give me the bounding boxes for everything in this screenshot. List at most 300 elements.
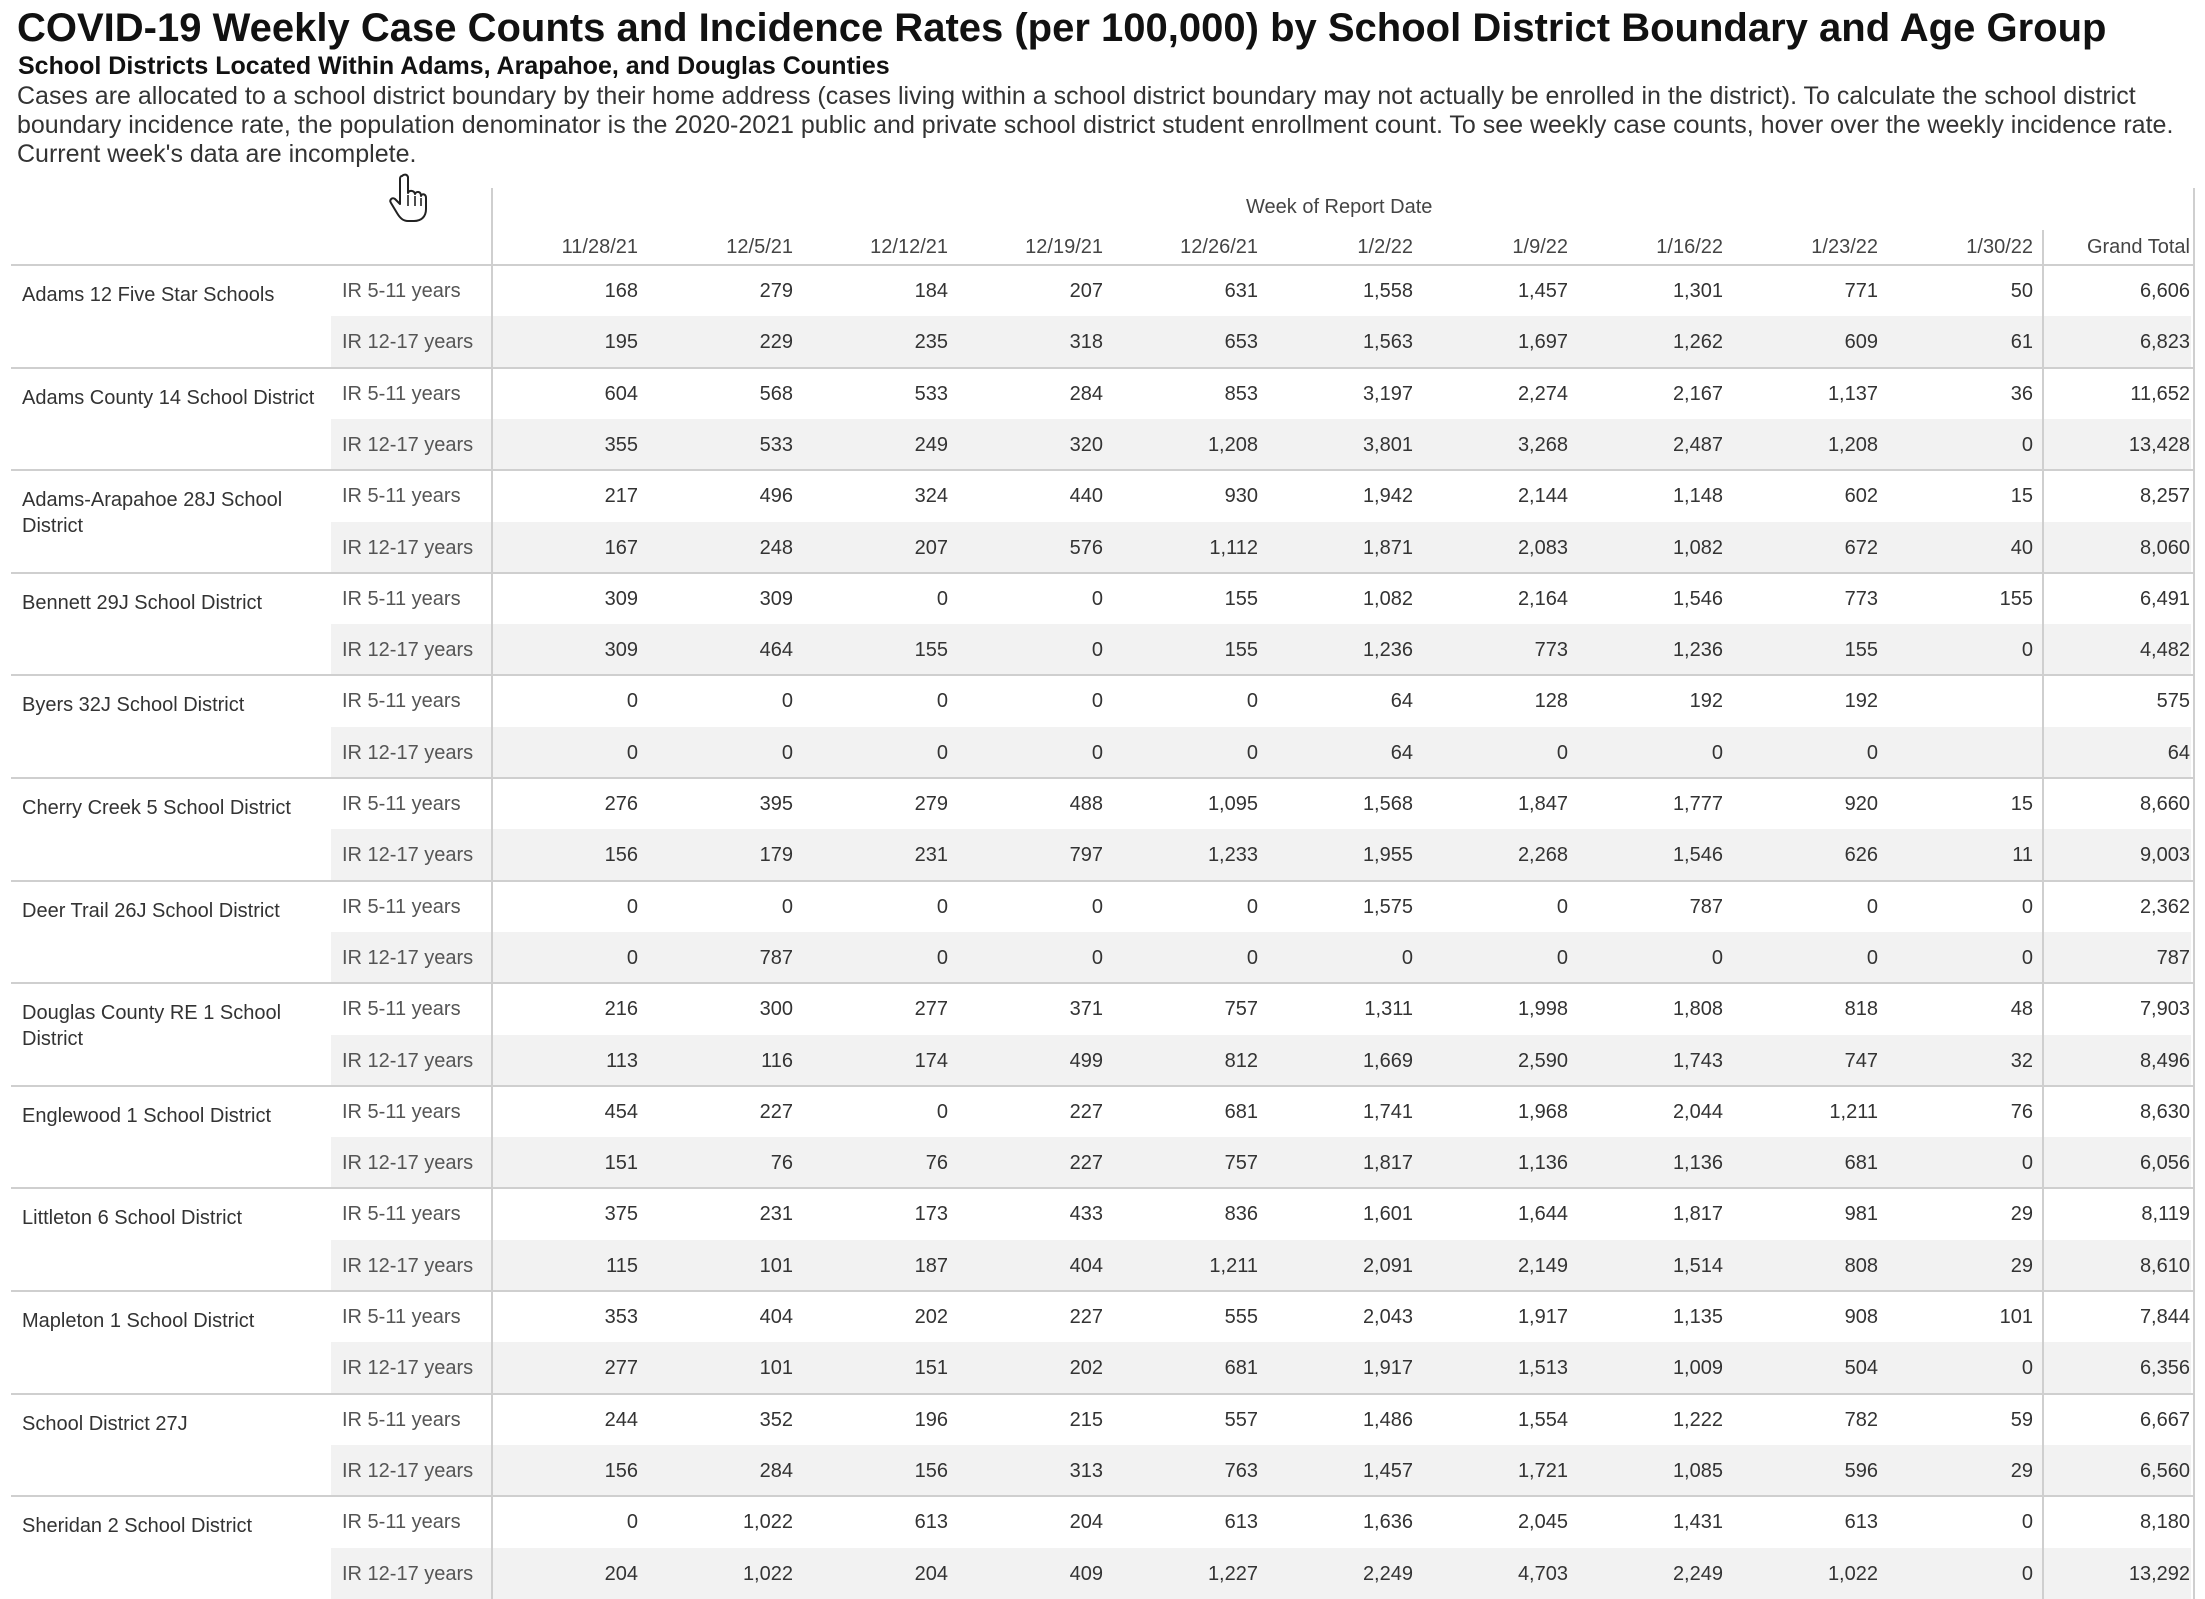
- incidence-rate-cell[interactable]: 167: [604, 536, 638, 559]
- incidence-rate-cell[interactable]: 812: [1224, 1049, 1258, 1072]
- incidence-rate-cell[interactable]: 1,817: [1362, 1152, 1413, 1175]
- incidence-rate-cell[interactable]: 227: [759, 1100, 793, 1123]
- incidence-rate-cell[interactable]: 1,955: [1362, 844, 1413, 867]
- incidence-rate-cell[interactable]: 0: [1866, 946, 1878, 969]
- incidence-rate-cell[interactable]: 184: [914, 280, 948, 302]
- incidence-rate-cell[interactable]: 235: [914, 331, 948, 354]
- incidence-rate-cell[interactable]: 187: [914, 1254, 948, 1277]
- incidence-rate-cell[interactable]: 64: [1390, 741, 1413, 764]
- incidence-rate-cell[interactable]: 1,457: [1362, 1459, 1413, 1482]
- incidence-rate-cell[interactable]: 818: [1844, 998, 1878, 1021]
- incidence-rate-cell[interactable]: 115: [606, 1254, 638, 1277]
- incidence-rate-cell[interactable]: 244: [604, 1408, 638, 1431]
- incidence-rate-cell[interactable]: 2,249: [1362, 1562, 1413, 1585]
- incidence-rate-cell[interactable]: 771: [1844, 280, 1878, 302]
- incidence-rate-cell[interactable]: 568: [759, 382, 793, 405]
- incidence-rate-cell[interactable]: 227: [1069, 1152, 1103, 1175]
- incidence-rate-cell[interactable]: 808: [1844, 1254, 1878, 1277]
- incidence-rate-cell[interactable]: 2,044: [1672, 1100, 1723, 1123]
- incidence-rate-cell[interactable]: 174: [914, 1049, 948, 1072]
- incidence-rate-cell[interactable]: 1,457: [1517, 280, 1568, 302]
- incidence-rate-cell[interactable]: 227: [1069, 1100, 1103, 1123]
- grand-total-cell[interactable]: 13,428: [2128, 433, 2190, 456]
- incidence-rate-cell[interactable]: 1,022: [742, 1511, 793, 1534]
- incidence-rate-cell[interactable]: 0: [781, 690, 793, 713]
- incidence-rate-cell[interactable]: 613: [1224, 1511, 1258, 1534]
- incidence-rate-cell[interactable]: 0: [1866, 741, 1878, 764]
- incidence-rate-cell[interactable]: 1,917: [1362, 1357, 1413, 1380]
- grand-total-cell[interactable]: 2,362: [2139, 895, 2190, 918]
- incidence-rate-cell[interactable]: 797: [1069, 844, 1103, 867]
- incidence-rate-cell[interactable]: 853: [1224, 382, 1258, 405]
- incidence-rate-cell[interactable]: 101: [759, 1254, 793, 1277]
- incidence-rate-cell[interactable]: 151: [604, 1152, 638, 1175]
- incidence-rate-cell[interactable]: 672: [1844, 536, 1878, 559]
- incidence-rate-cell[interactable]: 0: [1091, 895, 1103, 918]
- grand-total-cell[interactable]: 8,119: [2141, 1203, 2190, 1226]
- incidence-rate-cell[interactable]: 0: [1246, 946, 1258, 969]
- incidence-rate-cell[interactable]: 1,669: [1362, 1049, 1413, 1072]
- incidence-rate-cell[interactable]: 1,082: [1672, 536, 1723, 559]
- incidence-rate-cell[interactable]: 613: [914, 1511, 948, 1534]
- incidence-rate-cell[interactable]: 155: [1844, 639, 1878, 662]
- incidence-rate-cell[interactable]: 196: [914, 1408, 948, 1431]
- incidence-rate-cell[interactable]: 113: [606, 1049, 638, 1072]
- incidence-rate-cell[interactable]: 1,777: [1672, 793, 1723, 815]
- incidence-rate-cell[interactable]: 2,043: [1362, 1306, 1413, 1328]
- incidence-rate-cell[interactable]: 1,208: [1827, 433, 1878, 456]
- incidence-rate-cell[interactable]: 151: [914, 1357, 948, 1380]
- week-column-header[interactable]: 12/5/21: [726, 236, 793, 258]
- incidence-rate-cell[interactable]: 1,082: [1362, 587, 1413, 610]
- grand-total-cell[interactable]: 6,491: [2139, 587, 2190, 610]
- grand-total-cell[interactable]: 8,257: [2139, 485, 2190, 508]
- incidence-rate-cell[interactable]: 207: [1069, 280, 1103, 302]
- incidence-rate-cell[interactable]: 0: [936, 587, 948, 610]
- incidence-rate-cell[interactable]: 1,301: [1672, 280, 1723, 302]
- incidence-rate-cell[interactable]: 1,233: [1207, 844, 1258, 867]
- incidence-rate-cell[interactable]: 0: [1556, 741, 1568, 764]
- incidence-rate-cell[interactable]: 156: [604, 1459, 638, 1482]
- incidence-rate-cell[interactable]: 2,268: [1517, 844, 1568, 867]
- incidence-rate-cell[interactable]: 433: [1069, 1203, 1103, 1226]
- incidence-rate-cell[interactable]: 313: [1069, 1459, 1103, 1482]
- incidence-rate-cell[interactable]: 604: [604, 382, 638, 405]
- incidence-rate-cell[interactable]: 279: [914, 793, 948, 815]
- incidence-rate-cell[interactable]: 787: [1689, 895, 1723, 918]
- incidence-rate-cell[interactable]: 1,558: [1362, 280, 1413, 302]
- incidence-rate-cell[interactable]: 101: [759, 1357, 793, 1380]
- incidence-rate-cell[interactable]: 1,311: [1364, 998, 1413, 1021]
- incidence-rate-cell[interactable]: 464: [759, 639, 793, 662]
- incidence-rate-cell[interactable]: 409: [1069, 1562, 1103, 1585]
- incidence-rate-cell[interactable]: 195: [604, 331, 638, 354]
- incidence-rate-cell[interactable]: 557: [1224, 1408, 1258, 1431]
- incidence-rate-cell[interactable]: 155: [1999, 587, 2033, 610]
- incidence-rate-cell[interactable]: 0: [781, 895, 793, 918]
- incidence-rate-cell[interactable]: 279: [759, 280, 793, 302]
- page-title: COVID-19 Weekly Case Counts and Incidence Rates (per 100,000) by School District Boundary and Age Group: [17, 6, 2107, 50]
- incidence-rate-cell[interactable]: 371: [1069, 998, 1103, 1021]
- incidence-rate-cell[interactable]: 179: [759, 844, 793, 867]
- incidence-rate-cell[interactable]: 15: [2010, 793, 2033, 815]
- week-column-header[interactable]: 11/28/21: [561, 236, 638, 258]
- incidence-rate-cell[interactable]: 2,144: [1517, 485, 1568, 508]
- incidence-rate-cell[interactable]: 50: [2010, 280, 2033, 302]
- week-column-header[interactable]: 1/9/22: [1512, 236, 1568, 258]
- incidence-rate-cell[interactable]: 555: [1224, 1306, 1258, 1328]
- incidence-rate-cell[interactable]: 1,211: [1829, 1100, 1878, 1123]
- incidence-rate-cell[interactable]: 76: [2010, 1100, 2033, 1123]
- incidence-rate-cell[interactable]: 1,136: [1517, 1152, 1568, 1175]
- incidence-rate-cell[interactable]: 0: [781, 741, 793, 764]
- incidence-rate-cell[interactable]: 355: [604, 433, 638, 456]
- incidence-rate-cell[interactable]: 930: [1224, 485, 1258, 508]
- incidence-rate-cell[interactable]: 1,968: [1517, 1100, 1568, 1123]
- incidence-rate-cell[interactable]: 192: [1689, 690, 1723, 713]
- incidence-rate-cell[interactable]: 216: [604, 998, 638, 1021]
- incidence-rate-cell[interactable]: 29: [2010, 1254, 2033, 1277]
- incidence-rate-cell[interactable]: 1,208: [1207, 433, 1258, 456]
- incidence-rate-cell[interactable]: 215: [1069, 1408, 1103, 1431]
- incidence-rate-cell[interactable]: 1,136: [1672, 1152, 1723, 1175]
- incidence-rate-cell[interactable]: 284: [1069, 382, 1103, 405]
- incidence-rate-cell[interactable]: 0: [1556, 946, 1568, 969]
- incidence-rate-cell[interactable]: 1,009: [1672, 1357, 1723, 1380]
- incidence-rate-cell[interactable]: 1,917: [1517, 1306, 1568, 1328]
- incidence-rate-cell[interactable]: 0: [1246, 690, 1258, 713]
- grand-total-cell[interactable]: 787: [2156, 946, 2190, 969]
- week-column-header[interactable]: 1/30/22: [1966, 236, 2033, 258]
- incidence-rate-cell[interactable]: 1,871: [1362, 536, 1413, 559]
- incidence-rate-cell[interactable]: 602: [1844, 485, 1878, 508]
- incidence-rate-cell[interactable]: 352: [759, 1408, 793, 1431]
- incidence-rate-cell[interactable]: 15: [2010, 485, 2033, 508]
- incidence-rate-cell[interactable]: 231: [914, 844, 948, 867]
- grand-total-cell[interactable]: 6,560: [2139, 1459, 2190, 1482]
- incidence-rate-cell[interactable]: 908: [1844, 1306, 1878, 1328]
- incidence-rate-cell[interactable]: 29: [2010, 1203, 2033, 1226]
- incidence-rate-cell[interactable]: 1,741: [1362, 1100, 1413, 1123]
- incidence-rate-cell[interactable]: 1,262: [1672, 331, 1723, 354]
- incidence-rate-cell[interactable]: 496: [759, 485, 793, 508]
- incidence-rate-cell[interactable]: 609: [1844, 331, 1878, 354]
- incidence-rate-cell[interactable]: 40: [2010, 536, 2033, 559]
- incidence-rate-cell[interactable]: 488: [1069, 793, 1103, 815]
- incidence-rate-cell[interactable]: 1,998: [1517, 998, 1568, 1021]
- incidence-rate-cell[interactable]: 0: [936, 741, 948, 764]
- district-name: Adams County 14 School District: [22, 386, 315, 409]
- incidence-rate-cell[interactable]: 1,137: [1827, 382, 1878, 405]
- incidence-rate-cell[interactable]: 0: [2021, 1152, 2033, 1175]
- incidence-rate-cell[interactable]: 653: [1224, 331, 1258, 354]
- incidence-rate-cell[interactable]: 0: [1711, 741, 1723, 764]
- incidence-rate-cell[interactable]: 454: [604, 1100, 638, 1123]
- incidence-rate-cell[interactable]: 1,211: [1209, 1254, 1258, 1277]
- incidence-rate-cell[interactable]: 324: [914, 485, 948, 508]
- incidence-rate-cell[interactable]: 757: [1224, 998, 1258, 1021]
- incidence-rate-cell[interactable]: 499: [1069, 1049, 1103, 1072]
- incidence-rate-cell[interactable]: 1,513: [1517, 1357, 1568, 1380]
- incidence-rate-cell[interactable]: 1,148: [1672, 485, 1723, 508]
- week-column-header[interactable]: 12/12/21: [870, 236, 948, 258]
- incidence-rate-cell[interactable]: 1,236: [1672, 639, 1723, 662]
- incidence-rate-cell[interactable]: 1,236: [1362, 639, 1413, 662]
- incidence-rate-cell[interactable]: 0: [2021, 639, 2033, 662]
- incidence-rate-cell[interactable]: 681: [1224, 1357, 1258, 1380]
- incidence-rate-cell[interactable]: 156: [604, 844, 638, 867]
- incidence-rate-cell[interactable]: 76: [770, 1152, 793, 1175]
- incidence-rate-cell[interactable]: 0: [2021, 1357, 2033, 1380]
- incidence-rate-cell[interactable]: 576: [1069, 536, 1103, 559]
- incidence-rate-cell[interactable]: 1,095: [1207, 793, 1258, 815]
- grand-total-cell[interactable]: 6,823: [2139, 331, 2190, 354]
- incidence-rate-cell[interactable]: 202: [914, 1306, 948, 1328]
- incidence-rate-cell[interactable]: 300: [759, 998, 793, 1021]
- incidence-rate-cell[interactable]: 4,703: [1517, 1562, 1568, 1585]
- incidence-rate-cell[interactable]: 1,135: [1672, 1306, 1723, 1328]
- incidence-rate-cell[interactable]: 1,022: [1827, 1562, 1878, 1585]
- incidence-rate-cell[interactable]: 1,112: [1209, 536, 1258, 559]
- incidence-rate-cell[interactable]: 156: [914, 1459, 948, 1482]
- grand-total-cell[interactable]: 7,844: [2139, 1306, 2190, 1328]
- incidence-rate-cell[interactable]: 1,222: [1672, 1408, 1723, 1431]
- incidence-rate-cell[interactable]: 32: [2010, 1049, 2033, 1072]
- incidence-rate-cell[interactable]: 1,644: [1517, 1203, 1568, 1226]
- incidence-rate-cell[interactable]: 395: [759, 793, 793, 815]
- incidence-rate-cell[interactable]: 202: [1069, 1357, 1103, 1380]
- incidence-rate-cell[interactable]: 309: [759, 587, 793, 610]
- incidence-rate-cell[interactable]: 1,743: [1672, 1049, 1723, 1072]
- district-name: School District 27J: [22, 1412, 188, 1435]
- incidence-rate-cell[interactable]: 231: [759, 1203, 793, 1226]
- incidence-rate-cell[interactable]: 0: [1711, 946, 1723, 969]
- incidence-rate-cell[interactable]: 29: [2010, 1459, 2033, 1482]
- grand-total-cell[interactable]: 6,056: [2139, 1152, 2190, 1175]
- incidence-rate-cell[interactable]: 2,091: [1362, 1254, 1413, 1277]
- incidence-rate-cell[interactable]: 217: [604, 485, 638, 508]
- incidence-rate-cell[interactable]: 1,554: [1517, 1408, 1568, 1431]
- incidence-rate-cell[interactable]: 504: [1844, 1357, 1878, 1380]
- incidence-rate-cell[interactable]: 2,083: [1517, 536, 1568, 559]
- incidence-rate-cell[interactable]: 1,486: [1362, 1408, 1413, 1431]
- incidence-rate-cell[interactable]: 204: [1069, 1511, 1103, 1534]
- grand-total-cell[interactable]: 8,610: [2139, 1254, 2190, 1277]
- incidence-rate-cell[interactable]: 204: [604, 1562, 638, 1585]
- incidence-rate-cell[interactable]: 0: [626, 690, 638, 713]
- incidence-rate-cell[interactable]: 284: [759, 1459, 793, 1482]
- incidence-rate-cell[interactable]: 757: [1224, 1152, 1258, 1175]
- grand-total-cell[interactable]: 575: [2156, 690, 2190, 713]
- incidence-rate-cell[interactable]: 0: [626, 1511, 638, 1534]
- grand-total-cell[interactable]: 4,482: [2139, 639, 2190, 662]
- incidence-rate-cell[interactable]: 3,197: [1362, 382, 1413, 405]
- incidence-rate-cell[interactable]: 0: [2021, 1511, 2033, 1534]
- incidence-rate-cell[interactable]: 248: [759, 536, 793, 559]
- grand-total-cell[interactable]: 7,903: [2139, 998, 2190, 1021]
- incidence-rate-cell[interactable]: 404: [759, 1306, 793, 1328]
- incidence-rate-cell[interactable]: 192: [1844, 690, 1878, 713]
- incidence-rate-cell[interactable]: 763: [1224, 1459, 1258, 1482]
- incidence-rate-cell[interactable]: 681: [1224, 1100, 1258, 1123]
- district-name: Byers 32J School District: [22, 694, 245, 717]
- week-column-header[interactable]: 1/23/22: [1811, 236, 1878, 258]
- incidence-rate-cell[interactable]: 2,149: [1517, 1254, 1568, 1277]
- incidence-rate-cell[interactable]: 1,808: [1672, 998, 1723, 1021]
- incidence-rate-cell[interactable]: 173: [914, 1203, 948, 1226]
- incidence-rate-cell[interactable]: 0: [626, 946, 638, 969]
- incidence-rate-cell[interactable]: 48: [2010, 998, 2033, 1021]
- incidence-rate-cell[interactable]: 0: [1091, 946, 1103, 969]
- incidence-rate-cell[interactable]: 1,721: [1517, 1459, 1568, 1482]
- incidence-rate-cell[interactable]: 155: [1224, 587, 1258, 610]
- incidence-rate-cell[interactable]: 277: [604, 1357, 638, 1380]
- grand-total-cell[interactable]: 9,003: [2139, 844, 2190, 867]
- week-column-header[interactable]: 12/26/21: [1180, 236, 1258, 258]
- week-column-header[interactable]: 12/19/21: [1025, 236, 1103, 258]
- incidence-rate-cell[interactable]: 2,590: [1517, 1049, 1568, 1072]
- grand-total-cell[interactable]: 8,630: [2139, 1100, 2190, 1123]
- incidence-rate-cell[interactable]: 0: [2021, 895, 2033, 918]
- incidence-rate-cell[interactable]: 249: [914, 433, 948, 456]
- incidence-rate-cell[interactable]: 836: [1224, 1203, 1258, 1226]
- incidence-rate-cell[interactable]: 375: [604, 1203, 638, 1226]
- incidence-rate-cell[interactable]: 440: [1069, 485, 1103, 508]
- incidence-rate-cell[interactable]: 309: [604, 587, 638, 610]
- grand-total-cell[interactable]: 13,292: [2128, 1562, 2190, 1585]
- incidence-rate-cell[interactable]: 277: [914, 998, 948, 1021]
- incidence-rate-cell[interactable]: 1,697: [1517, 331, 1568, 354]
- incidence-rate-cell[interactable]: 1,546: [1672, 587, 1723, 610]
- incidence-rate-cell[interactable]: 0: [1556, 895, 1568, 918]
- incidence-rate-cell[interactable]: 0: [2021, 946, 2033, 969]
- incidence-rate-cell[interactable]: 920: [1844, 793, 1878, 815]
- grand-total-cell[interactable]: 64: [2167, 741, 2190, 764]
- incidence-rate-cell[interactable]: 787: [759, 946, 793, 969]
- incidence-rate-cell[interactable]: 168: [604, 280, 638, 302]
- incidence-rate-cell[interactable]: 61: [2010, 331, 2033, 354]
- incidence-rate-cell[interactable]: 1,227: [1207, 1562, 1258, 1585]
- week-column-header[interactable]: 1/16/22: [1656, 236, 1723, 258]
- incidence-rate-cell[interactable]: 0: [1246, 741, 1258, 764]
- grand-total-cell[interactable]: 6,606: [2139, 280, 2190, 302]
- incidence-rate-cell[interactable]: 0: [1091, 690, 1103, 713]
- grand-total-cell[interactable]: 8,496: [2139, 1049, 2190, 1072]
- incidence-rate-cell[interactable]: 2,274: [1517, 382, 1568, 405]
- incidence-rate-cell[interactable]: 101: [1999, 1306, 2033, 1328]
- grand-total-cell[interactable]: 8,060: [2139, 536, 2190, 559]
- incidence-rate-cell[interactable]: 353: [604, 1306, 638, 1328]
- incidence-rate-cell[interactable]: 1,022: [742, 1562, 793, 1585]
- incidence-rate-cell[interactable]: 276: [604, 793, 638, 815]
- incidence-rate-cell[interactable]: 0: [626, 895, 638, 918]
- grand-total-cell[interactable]: 11,652: [2130, 382, 2190, 405]
- incidence-rate-cell[interactable]: 631: [1224, 280, 1258, 302]
- incidence-rate-cell[interactable]: 2,045: [1517, 1511, 1568, 1534]
- incidence-rate-cell[interactable]: 1,575: [1362, 895, 1413, 918]
- incidence-rate-cell[interactable]: 204: [914, 1562, 948, 1585]
- incidence-rate-cell[interactable]: 309: [604, 639, 638, 662]
- incidence-rate-cell[interactable]: 1,636: [1362, 1511, 1413, 1534]
- incidence-rate-cell[interactable]: 782: [1844, 1408, 1878, 1431]
- incidence-rate-cell[interactable]: 613: [1844, 1511, 1878, 1534]
- incidence-rate-cell[interactable]: 0: [2021, 1562, 2033, 1585]
- incidence-rate-cell[interactable]: 0: [1401, 946, 1413, 969]
- incidence-rate-cell[interactable]: 0: [1866, 895, 1878, 918]
- incidence-rate-cell[interactable]: 2,167: [1672, 382, 1723, 405]
- incidence-rate-cell[interactable]: 36: [2010, 382, 2033, 405]
- incidence-rate-cell[interactable]: 64: [1390, 690, 1413, 713]
- incidence-rate-cell[interactable]: 0: [936, 895, 948, 918]
- incidence-rate-cell[interactable]: 2,487: [1672, 433, 1723, 456]
- incidence-rate-cell[interactable]: 1,514: [1672, 1254, 1723, 1277]
- incidence-rate-cell[interactable]: 533: [914, 382, 948, 405]
- incidence-rate-cell[interactable]: 1,431: [1672, 1511, 1723, 1534]
- incidence-rate-cell[interactable]: 1,563: [1362, 331, 1413, 354]
- incidence-rate-cell[interactable]: 59: [2010, 1408, 2033, 1431]
- incidence-rate-cell[interactable]: 404: [1069, 1254, 1103, 1277]
- incidence-rate-cell[interactable]: 1,601: [1362, 1203, 1413, 1226]
- incidence-rate-cell[interactable]: 0: [626, 741, 638, 764]
- incidence-rate-cell[interactable]: 773: [1534, 639, 1568, 662]
- incidence-rate-cell[interactable]: 155: [914, 639, 948, 662]
- incidence-rate-cell[interactable]: 2,164: [1517, 587, 1568, 610]
- grand-total-cell[interactable]: 6,667: [2139, 1408, 2190, 1431]
- incidence-rate-cell[interactable]: 318: [1069, 331, 1103, 354]
- incidence-rate-cell[interactable]: 533: [759, 433, 793, 456]
- incidence-rate-cell[interactable]: 1,568: [1362, 793, 1413, 815]
- incidence-rate-cell[interactable]: 76: [925, 1152, 948, 1175]
- district-divider: [11, 469, 2193, 471]
- incidence-rate-cell[interactable]: 773: [1844, 587, 1878, 610]
- incidence-rate-cell[interactable]: 0: [1246, 895, 1258, 918]
- incidence-rate-cell[interactable]: 116: [761, 1049, 793, 1072]
- incidence-rate-cell[interactable]: 155: [1224, 639, 1258, 662]
- incidence-rate-cell[interactable]: 1,847: [1517, 793, 1568, 815]
- incidence-rate-cell[interactable]: 0: [936, 690, 948, 713]
- incidence-rate-cell[interactable]: 0: [2021, 433, 2033, 456]
- incidence-rate-cell[interactable]: 0: [1091, 587, 1103, 610]
- grand-total-cell[interactable]: 6,356: [2139, 1357, 2190, 1380]
- incidence-rate-cell[interactable]: 0: [1091, 741, 1103, 764]
- incidence-rate-cell[interactable]: 747: [1844, 1049, 1878, 1072]
- incidence-rate-cell[interactable]: 1,817: [1672, 1203, 1723, 1226]
- incidence-rate-cell[interactable]: 626: [1844, 844, 1878, 867]
- grand-total-cell[interactable]: 8,660: [2139, 793, 2190, 815]
- incidence-rate-cell[interactable]: 0: [936, 1100, 948, 1123]
- incidence-rate-cell[interactable]: 11: [2012, 844, 2033, 867]
- incidence-rate-cell[interactable]: 3,801: [1362, 433, 1413, 456]
- incidence-rate-cell[interactable]: 1,546: [1672, 844, 1723, 867]
- incidence-rate-cell[interactable]: 229: [759, 331, 793, 354]
- incidence-rate-cell[interactable]: 1,942: [1362, 485, 1413, 508]
- incidence-rate-cell[interactable]: 981: [1844, 1203, 1878, 1226]
- incidence-rate-cell[interactable]: 681: [1844, 1152, 1878, 1175]
- incidence-rate-cell[interactable]: 227: [1069, 1306, 1103, 1328]
- incidence-rate-cell[interactable]: 0: [1091, 639, 1103, 662]
- incidence-rate-cell[interactable]: 2,249: [1672, 1562, 1723, 1585]
- incidence-rate-cell[interactable]: 0: [936, 946, 948, 969]
- incidence-rate-cell[interactable]: 320: [1069, 433, 1103, 456]
- incidence-rate-cell[interactable]: 128: [1534, 690, 1568, 713]
- grand-total-header[interactable]: Grand Total: [2086, 236, 2190, 258]
- week-column-header[interactable]: 1/2/22: [1357, 236, 1413, 258]
- incidence-rate-cell[interactable]: 207: [914, 536, 948, 559]
- incidence-rate-cell[interactable]: 1,085: [1672, 1459, 1723, 1482]
- incidence-rate-cell[interactable]: 596: [1844, 1459, 1878, 1482]
- incidence-rate-cell[interactable]: 3,268: [1517, 433, 1568, 456]
- grand-total-cell[interactable]: 8,180: [2139, 1511, 2190, 1534]
